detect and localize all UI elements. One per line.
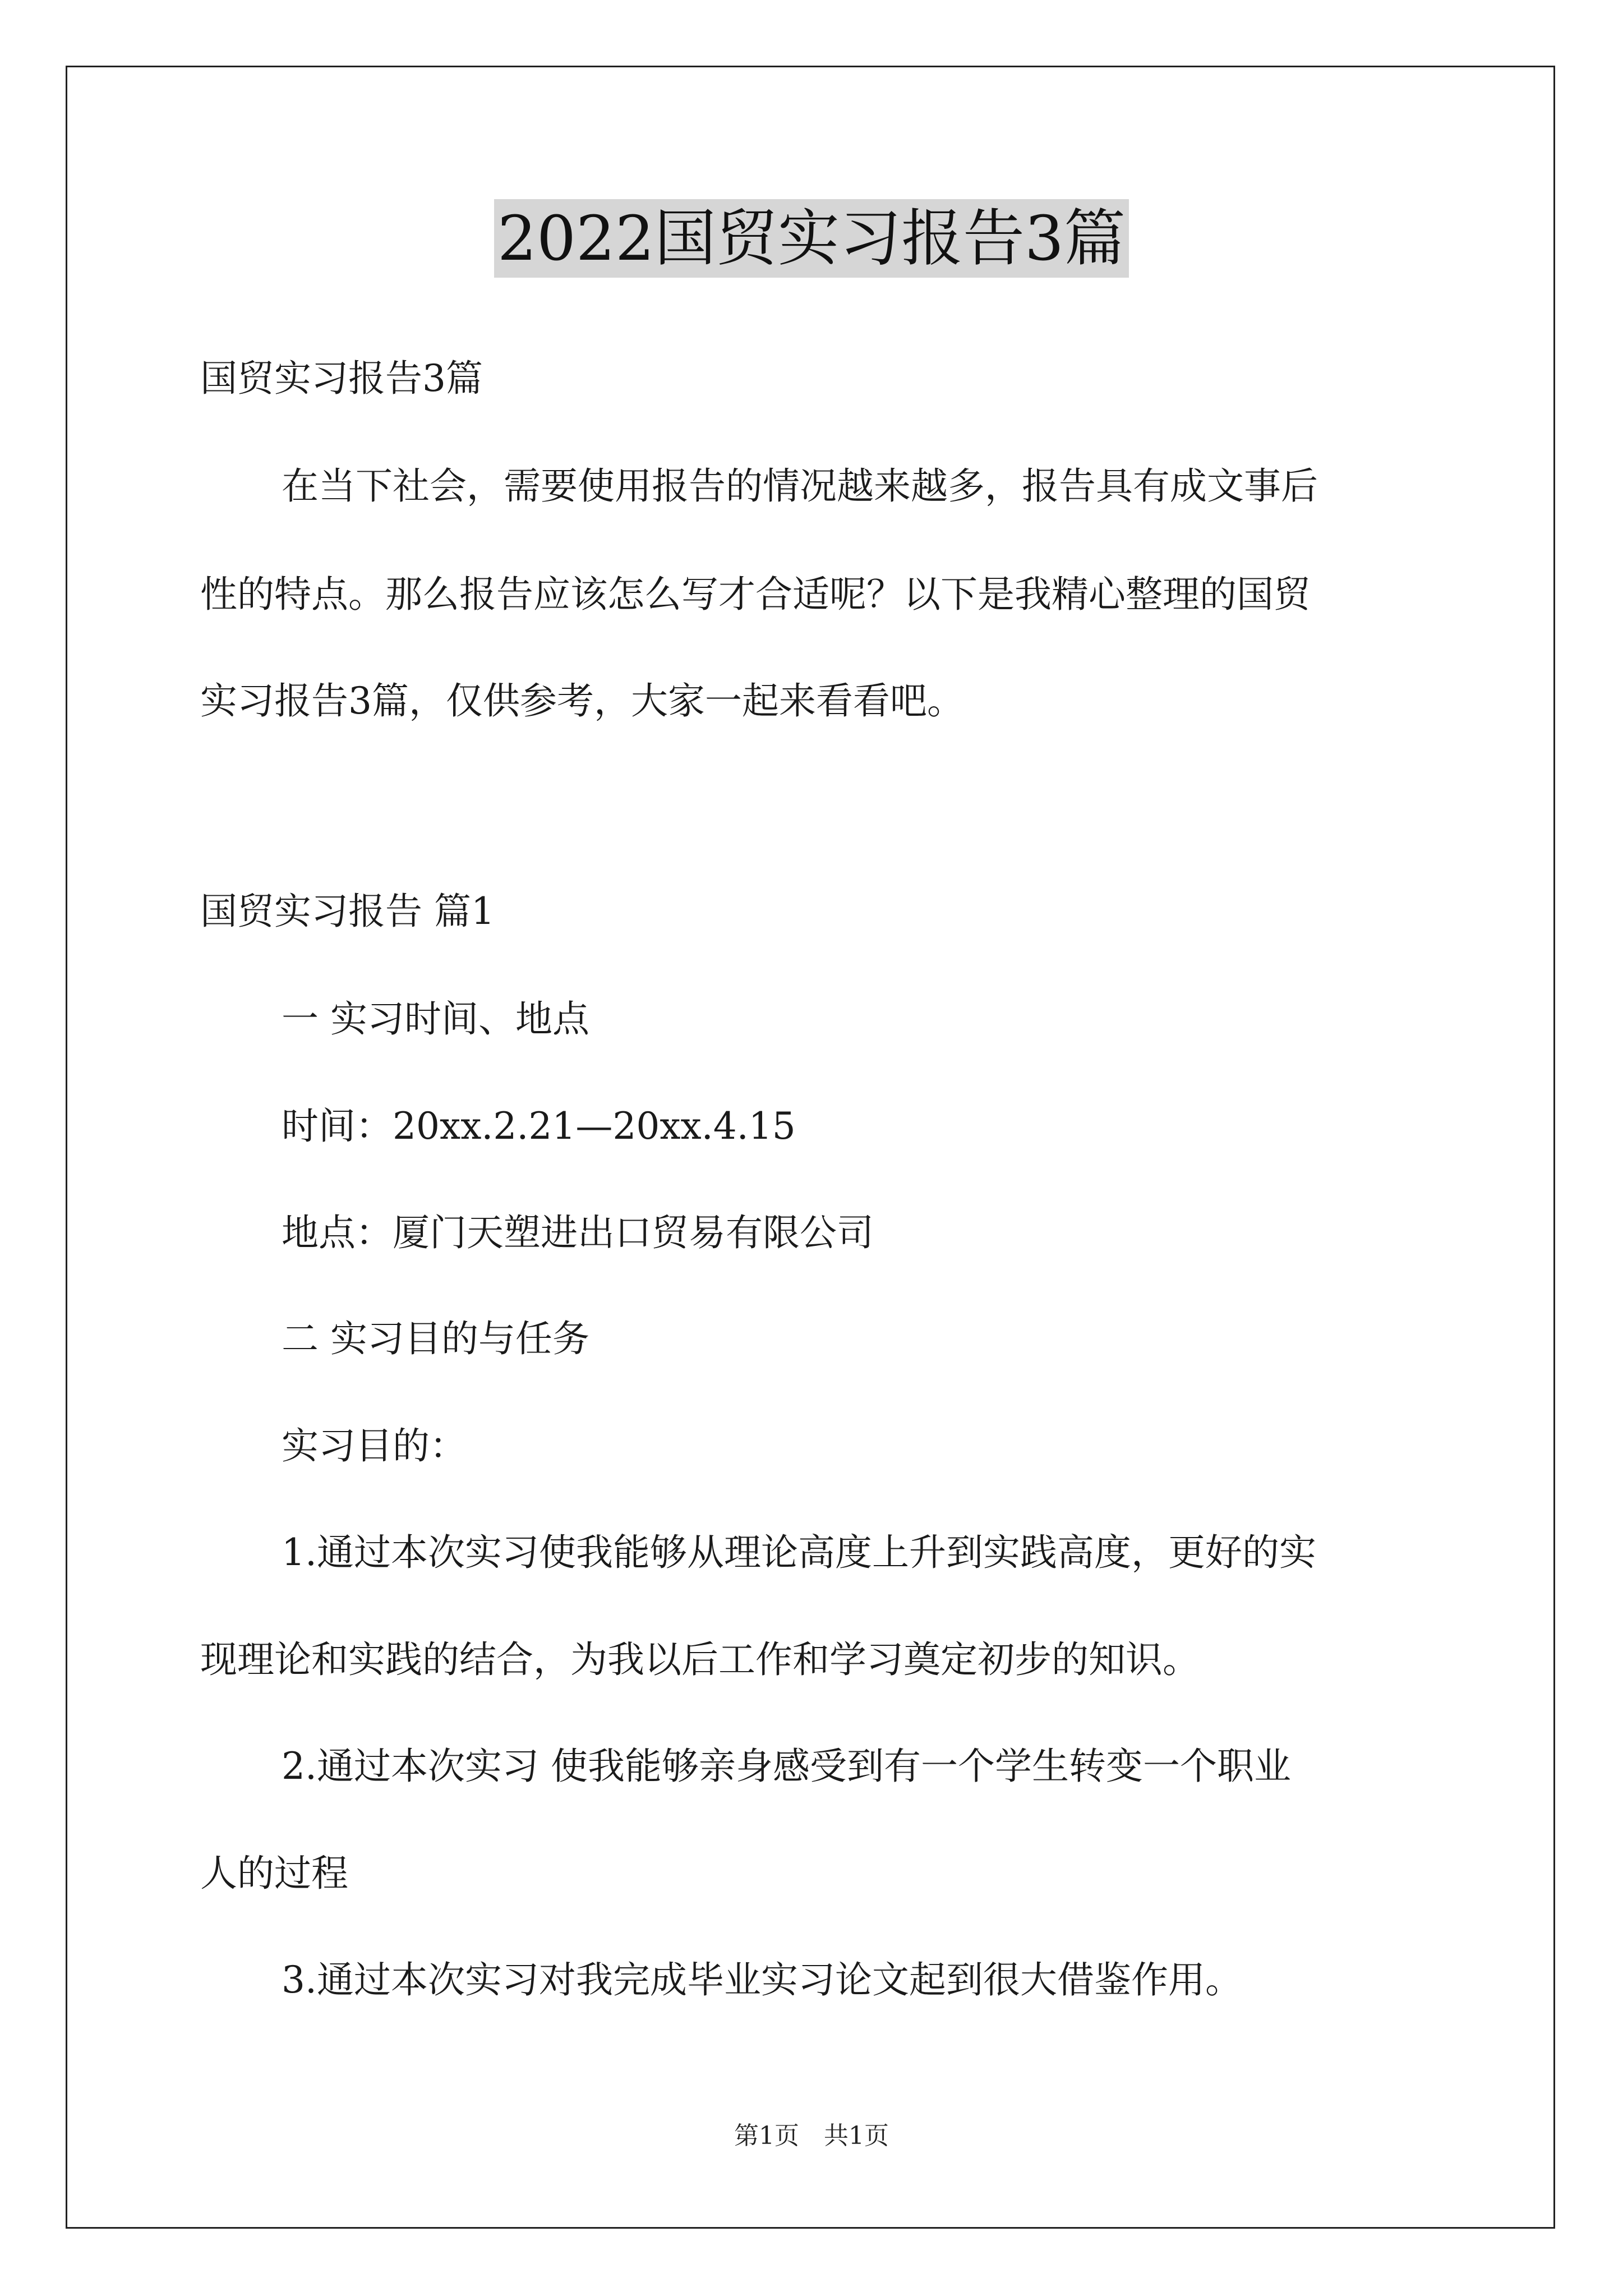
item2-line-1: 2.通过本次实习 使我能够亲身感受到有一个学生转变一个职业 bbox=[282, 1745, 1291, 1788]
part1-heading: 一 实习时间、地点 bbox=[282, 997, 589, 1041]
intro-line-1: 在当下社会，需要使用报告的情况越来越多，报告具有成文事后 bbox=[282, 464, 1318, 508]
time-line: 时间：20xx.2.21—20xx.4.15 bbox=[282, 1105, 796, 1148]
page-footer: 第1页 共1页 bbox=[734, 2122, 889, 2150]
purpose-label: 实习目的： bbox=[282, 1424, 467, 1467]
intro-line-2: 性的特点。那么报告应该怎么写才合适呢？以下是我精心整理的国贸 bbox=[200, 573, 1311, 616]
place-line: 地点：厦门天塑进出口贸易有限公司 bbox=[282, 1211, 874, 1254]
section-heading: 国贸实习报告 篇1 bbox=[200, 890, 495, 933]
intro-line-3: 实习报告3篇，仅供参考，大家一起来看看吧。 bbox=[200, 679, 964, 723]
item2-line-2: 人的过程 bbox=[200, 1852, 348, 1895]
item1-line-1: 1.通过本次实习使我能够从理论高度上升到实践高度，更好的实 bbox=[282, 1531, 1316, 1574]
item3-line: 3.通过本次实习对我完成毕业实习论文起到很大借鉴作用。 bbox=[282, 1958, 1242, 2001]
document-subtitle: 国贸实习报告3篇 bbox=[200, 357, 483, 400]
item1-line-2: 现理论和实践的结合，为我以后工作和学习奠定初步的知识。 bbox=[200, 1638, 1200, 1681]
document-title: 2022国贸实习报告3篇 bbox=[494, 199, 1129, 278]
title-container bbox=[0, 199, 1623, 278]
part2-heading: 二 实习目的与任务 bbox=[282, 1317, 589, 1360]
